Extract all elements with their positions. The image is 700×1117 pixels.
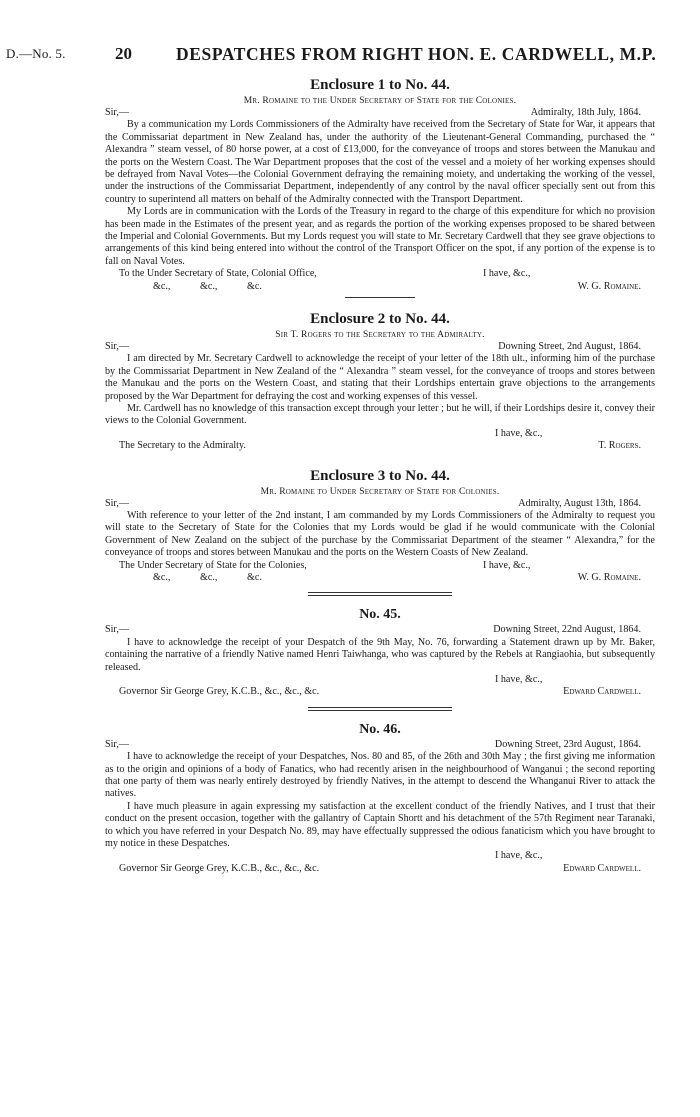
enclosure-3	[105, 467, 655, 585]
enclosure-subtitle: Mr. Romaine to Under Secretary of State for Colonies.	[260, 486, 500, 497]
etc: &c.,	[200, 280, 218, 292]
paragraph: I am directed by Mr. Secretary Cardwell to acknowledge the receipt of your letter of the 18th ult., informing him of the purchase by the Commissariat Department in New Zealand of the “ Alexandra ” steam vessel, for the conveyance of troops and stores between the Manukau and the ports on the Western Coast, and stating that their Lordships entertain grave objections to the arrangements proposed by the War Department for defraying the cost and working expenses of this vessel.	[105, 353, 655, 402]
despatch-46	[105, 721, 655, 875]
etc: &c.	[247, 280, 262, 292]
closing: I have, &c.,	[495, 850, 543, 862]
etc: &c.,	[153, 280, 171, 292]
closing-row	[105, 428, 655, 440]
page-content	[105, 76, 655, 875]
place-date: Downing Street, 22nd August, 1864.	[493, 624, 641, 636]
salutation: Sir,—	[105, 497, 129, 509]
enclosure-2	[105, 310, 655, 453]
closing: I have, &c.,	[483, 268, 531, 280]
place-date: Downing Street, 2nd August, 1864.	[498, 341, 641, 353]
paragraph: Mr. Cardwell has no knowledge of this transaction except through your letter ; but he will, if their Lordships desire it, convey their views to the Colonial Government.	[105, 403, 655, 427]
enclosure-1	[105, 76, 655, 293]
despatch-title: No. 46.	[359, 721, 401, 737]
addressee-row	[105, 268, 655, 280]
paragraph: I have to acknowledge the receipt of your Despatch of the 9th May, No. 76, forwarding a Statement drawn up by Mr. Baker, containing the narrative of a friendly Native named Henri Taiwhanga, who was captured by the Rebels at Rangiaohia, but subsequently released.	[105, 636, 655, 673]
addressee-row	[105, 560, 655, 572]
closing-row	[105, 674, 655, 686]
salutation: Sir,—	[105, 107, 129, 118]
paragraph: I have much pleasure in again expressing my satisfaction at the excellent conduct of the friendly Natives, and I trust that their conduct on the present occasion, together with the gallantry of Captain Shortt and his detachment of the 57th Regiment near Taranaki, to which you have referred in your Despatch No. 89, may have effectually suppressed the odious fanaticism which you have brought to my notice in these Despatches.	[105, 800, 655, 850]
enclosure-title: Enclosure 3 to No. 44.	[310, 467, 450, 484]
addressee: Governor Sir George Grey, K.C.B., &c., &c., &c.	[119, 862, 320, 874]
despatch-title: No. 45.	[359, 607, 401, 623]
addressee-row	[105, 440, 655, 452]
place-date: Downing Street, 23rd August, 1864.	[494, 738, 641, 750]
addressee: To the Under Secretary of State, Colonial Office,	[119, 268, 317, 280]
paragraph: By a communication my Lords Commissioners of the Admiralty have received from the Secretary of State for War, it appears that the Commissariat department in New Zealand has, under the authority of the Lieutenant-General Commanding, purchased the “ Alexandra ” steam vessel, of 80 horse power, at a cost of £13,000, for the conveyance of troops and stores between the Manukau and the ports on the Western Coast. The War Department proposes that the cost of the vessel and a moiety of her working expenses should be defrayed from Naval Votes—the Colonial Government defraying the remaining moiety, and undertaking the working of the vessel, under the instructions of the Commissariat Department, independently of any control by the naval officer specially sent out from this country to superintend all matters on behalf of the Admiralty connected with the Transport Department.	[105, 119, 655, 205]
salutation: Sir,—	[105, 738, 129, 750]
etc: &c.,	[153, 572, 171, 584]
addressee: The Secretary to the Admiralty.	[119, 440, 246, 452]
signature-row	[105, 281, 655, 293]
signature: Edward Cardwell.	[563, 686, 641, 698]
document-reference: D.—No. 5.	[6, 46, 66, 61]
page-header	[0, 46, 700, 66]
closing-row	[105, 850, 655, 862]
page-title: DESPATCHES FROM RIGHT HON. E. CARDWELL, M.P.	[176, 44, 657, 64]
signature: W. G. Romaine.	[577, 280, 641, 292]
place-date: Admiralty, August 13th, 1864.	[518, 497, 641, 509]
closing: I have, &c.,	[495, 427, 543, 439]
place-date: Admiralty, 18th July, 1864.	[530, 107, 641, 118]
despatch-45	[105, 606, 655, 698]
signature-row	[105, 572, 655, 584]
closing: I have, &c.,	[483, 559, 531, 571]
paragraph: I have to acknowledge the receipt of your Despatches, Nos. 80 and 85, of the 26th and 30th May ; the first giving me information as to the origin and opinions of a body of Fanatics, who had recently arisen in the neighbourhood of Wanganui ; the second reporting that one party of them was nearly entirely destroyed by friendly Natives, in the attempt to descend the Whanganui River to attack the natives.	[105, 751, 655, 800]
enclosure-subtitle: Mr. Romaine to the Under Secretary of State for the Colonies.	[243, 96, 517, 106]
enclosure-title: Enclosure 1 to No. 44.	[310, 77, 450, 93]
salutation-row	[105, 739, 655, 751]
etc: &c.,	[200, 572, 218, 584]
addressee-row	[105, 686, 655, 698]
salutation: Sir,—	[105, 624, 129, 636]
signature: T. Rogers.	[598, 440, 641, 452]
addressee: Governor Sir George Grey, K.C.B., &c., &c., &c.	[119, 686, 320, 698]
salutation-row	[105, 107, 655, 119]
enclosure-title: Enclosure 2 to No. 44.	[310, 311, 450, 328]
paragraph: My Lords are in communication with the Lords of the Treasury in regard to the charge of this expenditure for which no provision has been made in the Estimates of the present year, and as regards the portion of the working expenses proposed to be shared between the Imperial and Colonial Governments. But my Lords request you will state to Mr. Secretary Cardwell that they see grave objections to arrangements of this kind being entered into without the control of the Transport Officer on the spot, if any portion of the expense is to fall on Naval Votes.	[105, 206, 655, 267]
addressee-row	[105, 863, 655, 875]
paragraph: With reference to your letter of the 2nd instant, I am commanded by my Lords Commissioners of the Admiralty to request you will state to the Secretary of State for the Colonies that my Lords would be glad if he would communicate with the Colonial Government of New Zealand on the subject of the purchase by the Commissariat Department of the steamer “ Alexandra,” for the conveyance of troops and stores between Manukau and the ports on the Western Coasts of New Zealand.	[105, 510, 655, 559]
signature: Edward Cardwell.	[563, 862, 641, 874]
closing: I have, &c.,	[495, 674, 543, 686]
salutation-row	[105, 624, 655, 636]
page-number: 20	[115, 44, 132, 63]
enclosure-subtitle: Sir T. Rogers to the Secretary to the Admiralty.	[275, 330, 485, 341]
addressee: The Under Secretary of State for the Colonies,	[119, 559, 307, 571]
signature: W. G. Romaine.	[577, 572, 641, 584]
etc: &c.	[247, 572, 262, 584]
salutation: Sir,—	[105, 341, 129, 353]
salutation-row	[105, 498, 655, 510]
salutation-row	[105, 341, 655, 353]
